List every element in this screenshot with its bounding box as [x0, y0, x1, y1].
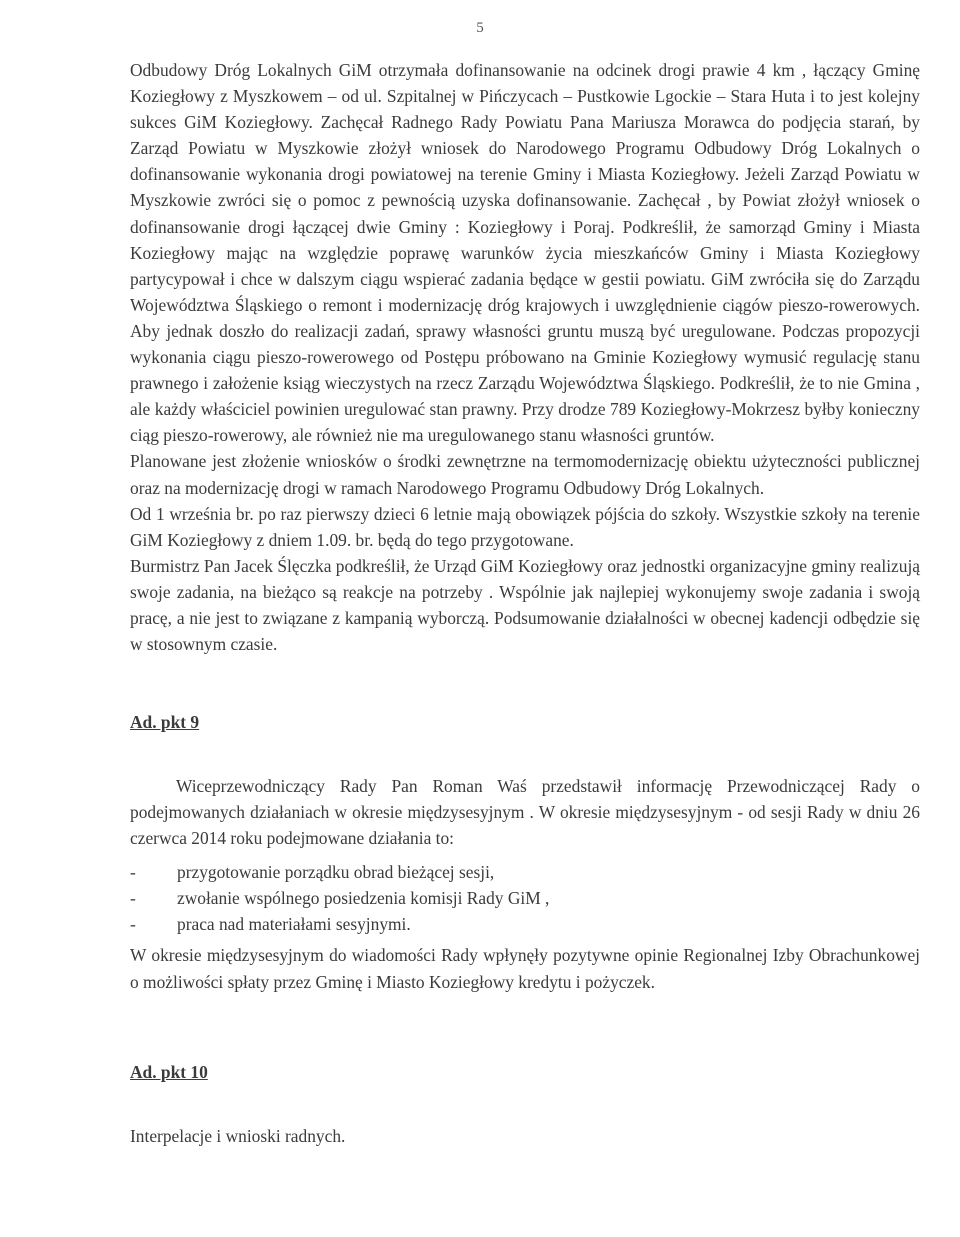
page-number: 5	[476, 20, 484, 36]
list-item: - zwołanie wspólnego posiedzenia komisji Rady GiM ,	[130, 885, 920, 911]
paragraph-roads: Odbudowy Dróg Lokalnych GiM otrzymała dofinansowanie na odcinek drogi prawie 4 km , łączący Gminę Koziegłowy z Myszkowem – od ul. Szpitalnej w Pińczycach – Pustkowie Lgockie – Stara Huta i to jest kolejny sukces GiM Koziegłowy. Zachęcał Radnego Rady Powiatu Pana Mariusza Morawca do podjęcia starań, by Zarząd Powiatu w Myszkowie złożył wniosek do Narodowego Programu Odbudowy Dróg Lokalnych o dofinansowanie wykonania drogi powiatowej na terenie Gminy i Miasta Koziegłowy. Jeżeli Zarząd Powiatu w Myszkowie zwróci się o pomoc z pewnością uzyska dofinansowanie. Zachęcał , by Powiat złożył wniosek o dofinansowanie drogi łączącej dwie Gminy : Koziegłowy i Poraj. Podkreślił, że samorząd Gminy i Miasta Koziegłowy mając na względzie poprawę warunków życia mieszkańców Gminy i Miasta Koziegłowy partycypował i chce w dalszym ciągu wspierać zadania będące w gestii powiatu. GiM zwróciła się do Zarządu Województwa Śląskiego o remont i modernizację dróg krajowych i uwzględnienie ciągów pieszo-rowerowych. Aby jednak doszło do realizacji zadań, sprawy własności gruntu muszą być uregulowane. Podczas propozycji wykonania ciągu pieszo-rowerowego od Postępu próbowano na Gminie Koziegłowy wymusić regulację stanu prawnego i założenie ksiąg wieczystych na rzecz Zarządu Województwa Śląskiego. Podkreślił, że to nie Gmina , ale każdy właściciel powinien uregulować stan prawny. Przy drodze 789 Koziegłowy-Mokrzesz byłby konieczny ciąg pieszo-rowerowy, ale również nie ma uregulowanego stanu własności gruntów.	[130, 60, 920, 446]
section-9-intro: Wiceprzewodniczący Rady Pan Roman Waś przedstawił informację Przewodniczącej Rady o podejmowanych działaniach w okresie międzysesyjnym . W okresie międzysesyjnym - od sesji Rady w dniu 26 czerwca 2014 roku podejmowane działania to:	[130, 776, 920, 849]
document-body	[130, 57, 920, 1149]
section-9-heading: Ad. pkt 9	[130, 712, 200, 733]
section-9-closing: W okresie międzysesyjnym do wiadomości Rady wpłynęły pozytywne opinie Regionalnej Izby Obrachunkowej o możliwości spłaty przez Gminę i Miasto Koziegłowy kredytu i pożyczek.	[130, 945, 920, 992]
list-item: - przygotowanie porządku obrad bieżącej sesji,	[130, 859, 920, 885]
section-10-heading: Ad. pkt 10	[130, 1061, 208, 1082]
paragraph-schools: Od 1 września br. po raz pierwszy dzieci 6 letnie mają obowiązek pójścia do szkoły. Wszystkie szkoły na terenie GiM Koziegłowy z dniem 1.09. br. będą do tego przygotowane.	[130, 503, 920, 550]
paragraph-applications: Planowane jest złożenie wniosków o środki zewnętrzne na termomodernizację obiektu użyteczności publicznej oraz na modernizację drogi w ramach Narodowego Programu Odbudowy Dróg Lokalnych.	[130, 451, 920, 498]
paragraph-mayor-summary: Burmistrz Pan Jacek Ślęczka podkreślił, że Urząd GiM Koziegłowy oraz jednostki organizacyjne gminy realizują swoje zadania, na bieżąco są reakcje na potrzeby . Wspólnie jak najlepiej wykonujemy swoje zadania i swoją pracę, a nie jest to związane z kampanią wyborczą. Podsumowanie działalności w obecnej kadencji odbędzie się w stosownym czasie.	[130, 555, 920, 655]
list-item: - praca nad materiałami sesyjnymi.	[130, 911, 920, 937]
activities-list	[130, 859, 920, 938]
section-10-text: Interpelacje i wnioski radnych.	[130, 1125, 346, 1146]
